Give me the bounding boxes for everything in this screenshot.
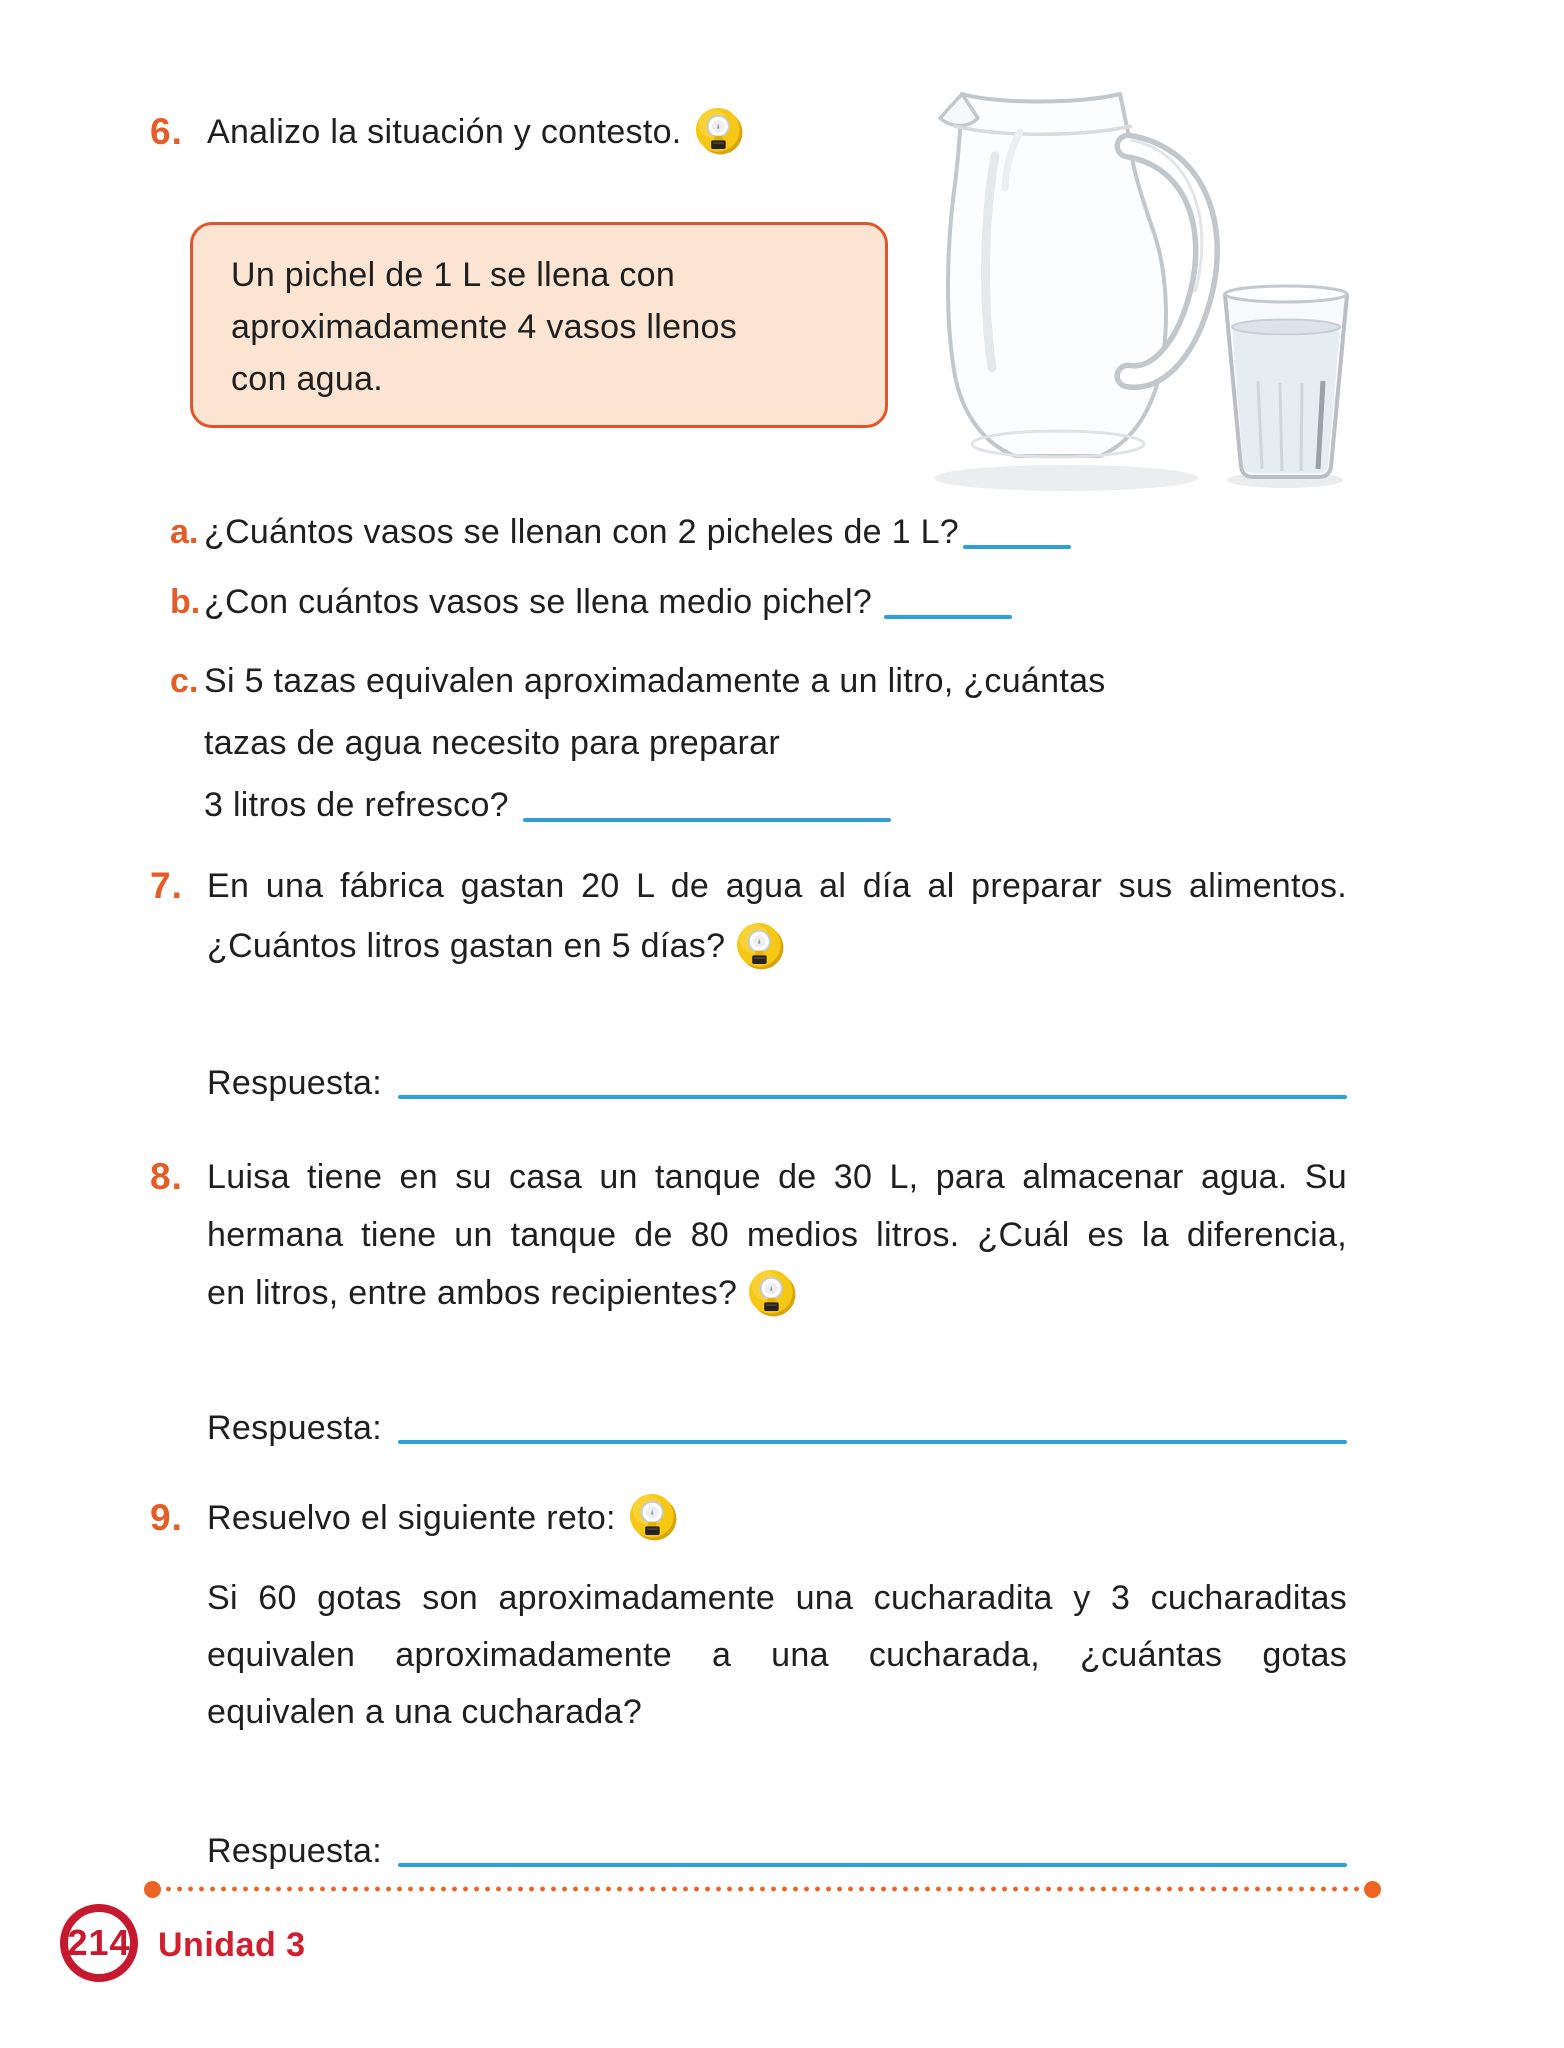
answer-blank-6a[interactable]: [963, 545, 1071, 549]
question-8: [150, 1148, 1347, 1322]
question-6c-line: tazas de agua necesito para preparar: [204, 724, 780, 762]
info-box-line: con agua.: [231, 360, 384, 398]
question-8-line: Luisa tiene en su casa un tanque de 30 L, para almacenar agua. Su: [207, 1158, 1347, 1196]
question-6-prompt: Analizo la situación y contesto.: [207, 113, 682, 151]
question-9-number: 9.: [150, 1497, 183, 1538]
page-number-badge: [60, 1904, 138, 1982]
question-7-line: En una fábrica gastan 20 L de agua al día al preparar sus alimentos.: [207, 867, 1347, 905]
answer-blank-9[interactable]: [398, 1863, 1347, 1867]
info-box-line: aproximadamente 4 vasos llenos: [231, 308, 738, 346]
question-6c-letter: c.: [170, 662, 199, 700]
answer-label-7: Respuesta:: [207, 1064, 382, 1102]
question-6-header: [150, 108, 744, 158]
info-box-line: Un pichel de 1 L se llena con: [231, 256, 676, 294]
question-6a: [170, 508, 1071, 556]
question-9-prompt: Resuelvo el siguiente reto:: [207, 1499, 616, 1537]
question-6b-text: [204, 578, 1012, 626]
answer-blank-6b[interactable]: [884, 615, 1012, 619]
answer-blank-6c[interactable]: [523, 818, 891, 822]
question-6a-text-inner: ¿Cuántos vasos se llenan con 2 picheles de 1 L?: [204, 513, 960, 551]
unit-label: Unidad 3: [158, 1926, 306, 1964]
question-7-number: 7.: [150, 865, 183, 906]
hint-lightbulb-icon: [747, 1268, 797, 1318]
question-6c-line-inner: 3 litros de refresco?: [204, 786, 509, 824]
question-6b: [170, 578, 1012, 626]
info-box: [190, 222, 888, 428]
hint-lightbulb-icon: [694, 106, 744, 156]
question-7: [150, 856, 1347, 976]
answer-label-8: Respuesta:: [207, 1409, 382, 1447]
question-9-line: equivalen a una cucharada?: [207, 1693, 643, 1731]
question-6c-line: [204, 774, 1106, 836]
question-9-header: [150, 1494, 678, 1544]
answer-row-8: [207, 1405, 1347, 1451]
answer-blank-7[interactable]: [398, 1095, 1347, 1099]
question-6-number: 6.: [150, 111, 183, 152]
question-6b-text-inner: ¿Con cuántos vasos se llena medio pichel?: [204, 583, 873, 621]
question-7-line-inner: ¿Cuántos litros gastan en 5 días?: [207, 927, 726, 965]
footer-dotted-divider: [152, 1886, 1368, 1892]
hint-lightbulb-icon: [628, 1492, 678, 1542]
divider-end-dot-left: [144, 1881, 161, 1898]
water-glass-image: [1210, 281, 1364, 491]
answer-label-9: Respuesta:: [207, 1832, 382, 1870]
question-8-line: hermana tiene un tanque de 80 medios litros. ¿Cuál es la diferencia,: [207, 1216, 1347, 1254]
question-6c-line: Si 5 tazas equivalen aproximadamente a un litro, ¿cuántas: [204, 662, 1106, 700]
question-6c: [170, 650, 1106, 836]
question-6c-lines: [204, 650, 1106, 836]
question-8-text: [207, 1148, 1347, 1322]
question-6a-text: [204, 508, 1071, 556]
question-7-text: [207, 856, 1347, 976]
question-9-text: [207, 1570, 1347, 1741]
divider-end-dot-right: [1364, 1881, 1381, 1898]
answer-row-7: [207, 1060, 1347, 1106]
answer-blank-8[interactable]: [398, 1440, 1347, 1444]
hint-lightbulb-icon: [735, 921, 785, 971]
question-8-number: 8.: [150, 1156, 183, 1197]
question-6b-letter: b.: [170, 583, 201, 621]
question-8-line: [207, 1264, 1347, 1322]
question-8-line-inner: en litros, entre ambos recipientes?: [207, 1274, 738, 1312]
question-9-line: equivalen aproximadamente a una cucharada, ¿cuántas gotas: [207, 1636, 1347, 1674]
answer-row-9: [207, 1828, 1347, 1874]
question-9-line: Si 60 gotas son aproximadamente una cucharadita y 3 cucharaditas: [207, 1579, 1347, 1617]
page-number: 214: [67, 1922, 131, 1963]
glass-pitcher-image: [898, 36, 1250, 498]
question-7-line: [207, 916, 1347, 976]
question-6a-letter: a.: [170, 513, 199, 551]
